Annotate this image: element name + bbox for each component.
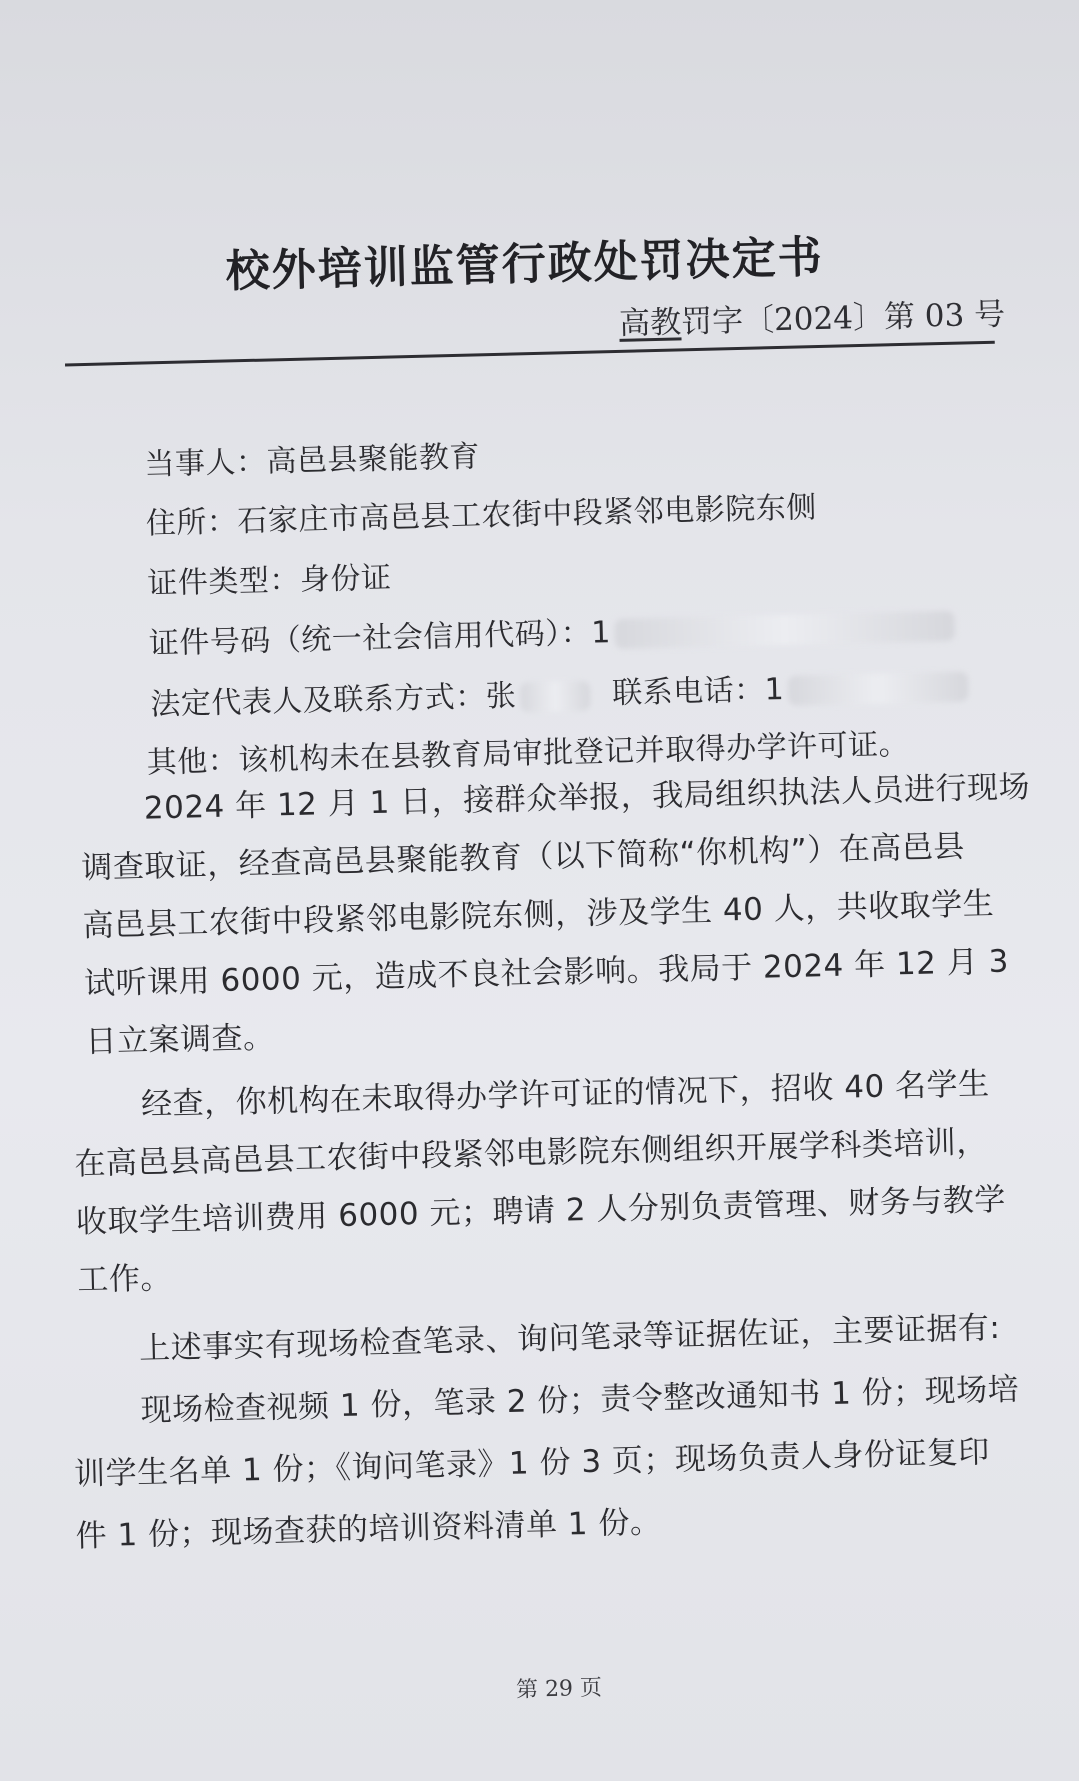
- paragraph-line: 日立案调查。: [85, 1019, 275, 1061]
- phone-label: 联系电话：: [611, 672, 766, 712]
- paragraph-line: 件 1 份；现场查获的培训资料清单 1 份。: [75, 1504, 662, 1555]
- field-other: 其他：该机构未在县教育局审批登记并取得办学许可证。: [146, 726, 910, 781]
- paragraph-line: 高邑县工农街中段紧邻电影院东侧，涉及学生 40 人，共收取学生: [82, 885, 995, 945]
- paragraph-line: 在高邑县高邑县工农街中段紧邻电影院东侧组织开展学科类培训，: [74, 1124, 989, 1183]
- header-divider: [65, 341, 995, 367]
- paragraph-line: 2024 年 12 月 1 日，接群众举报，我局组织执法人员进行现场: [143, 769, 1031, 827]
- legal-rep-visible: 张: [485, 678, 517, 715]
- paragraph-line: 工作。: [76, 1260, 173, 1299]
- redacted-legal-rep: [520, 680, 591, 712]
- paragraph-line: 试听课用 6000 元，造成不良社会影响。我局于 2024 年 12 月 3: [83, 943, 1010, 1003]
- document-number: [619, 288, 1006, 342]
- paragraph-line: 收取学生培训费用 6000 元；聘请 2 人分别负责管理、财务与教学: [75, 1181, 1007, 1241]
- redacted-id-number: [614, 610, 955, 648]
- paragraph-2: [72, 1055, 1007, 1310]
- field-legal-rep: [150, 659, 969, 723]
- paragraph-3: [70, 1296, 1023, 1567]
- field-id-type: 证件类型：身份证: [146, 560, 392, 602]
- document-number-prefix: 高教: [618, 304, 682, 342]
- redacted-phone: [788, 671, 969, 705]
- phone-visible: 1: [764, 671, 785, 708]
- paragraph-line: 训学生名单 1 份；《询问笔录》1 份 3 页；现场负责人身份证复印: [73, 1434, 991, 1493]
- field-address: 住所：石家庄市高邑县工农街中段紧邻电影院东侧: [145, 490, 818, 542]
- field-party: 当事人：高邑县聚能教育: [144, 439, 481, 483]
- paragraph-line: 上述事实有现场检查笔录、询问笔录等证据佐证，主要证据有:: [138, 1309, 1001, 1367]
- id-number-visible: 1: [590, 615, 612, 651]
- paragraph-1: [79, 758, 1036, 1071]
- field-id-number: [148, 599, 955, 663]
- id-number-label: 证件号码（统一社会信用代码）：: [148, 615, 592, 662]
- document-number-rest: 罚字〔2024〕第 03 号: [680, 296, 1006, 341]
- legal-rep-label: 法定代表人及联系方式：: [149, 679, 487, 723]
- page-number: 第 29 页: [515, 1675, 603, 1703]
- paragraph-line: 经查，你机构在未取得办学许可证的情况下，招收 40 名学生: [140, 1066, 990, 1123]
- document-title: 校外培训监管行政处罚决定书: [225, 231, 825, 298]
- paragraph-line: 现场检查视频 1 份，笔录 2 份；责令整改通知书 1 份；现场培: [140, 1371, 1020, 1429]
- paragraph-line: 调查取证，经查高邑县聚能教育（以下简称“你机构”）在高邑县: [80, 828, 966, 887]
